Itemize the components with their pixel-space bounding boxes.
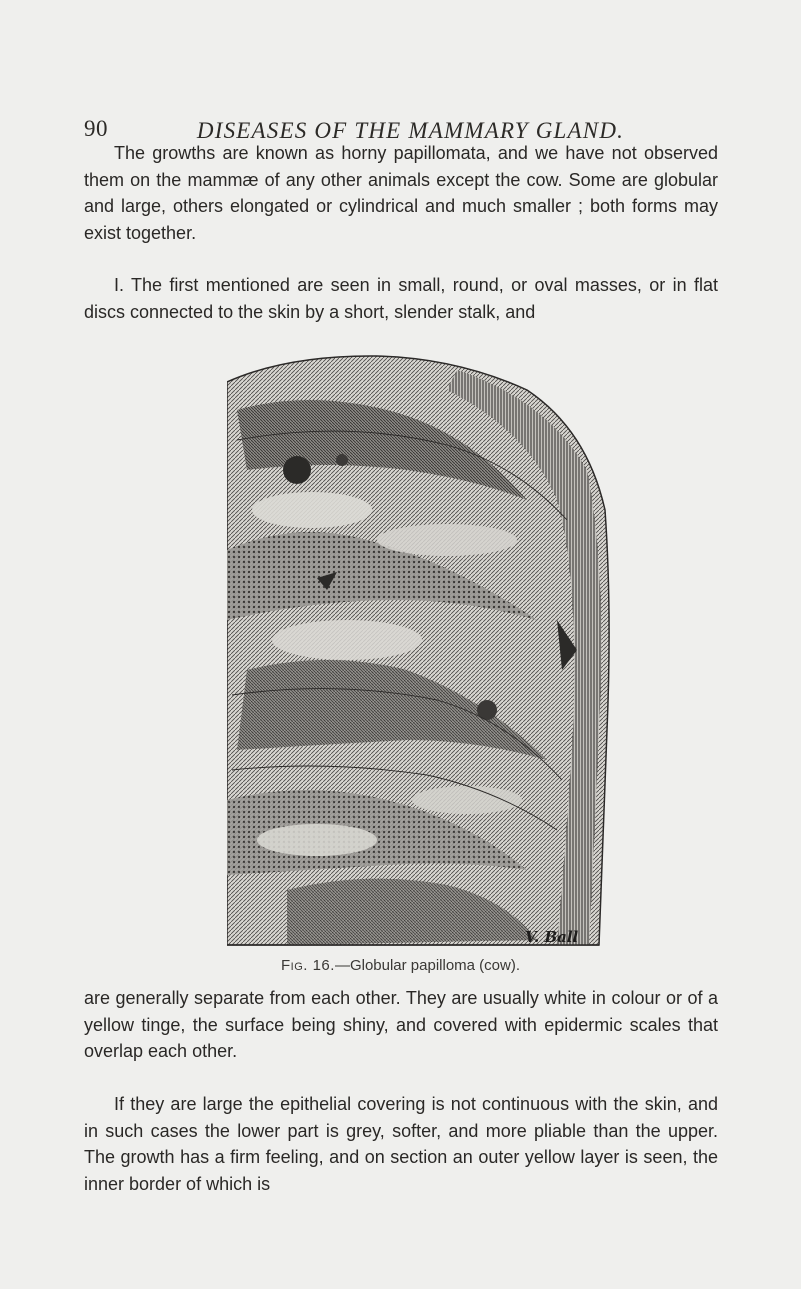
paragraph-large-growths: If they are large the epithelial covering is not continuous with the skin, and in such cases the lower part is grey, softer, and more pliable than the upper. The growth has a firm feeling, and on section an outer yellow layer is seen, the inner border of which is	[84, 1094, 718, 1194]
running-head: DISEASES OF THE MAMMARY GLAND.	[196, 118, 625, 143]
paragraph-intro: The growths are known as horny papillomata, and we have not observed them on the mammæ of any other animals except the cow. Some are globular and large, others elongated or cylindrical and much smaller ; both forms may exist together.	[84, 143, 718, 243]
paragraph-first-form: I. The first mentioned are seen in small, round, or oval masses, or in flat discs connected to the skin by a short, slender stalk, and	[84, 275, 718, 322]
paragraph-continued: are generally separate from each other. They are usually white in colour or of a yellow tinge, the surface being shiny, and covered with epidermic scales that overlap each other.	[84, 988, 718, 1062]
figure-globular-papilloma	[227, 350, 617, 953]
page-number: 90	[84, 116, 108, 141]
engraving-illustration	[227, 350, 617, 953]
engraver-signature: V. Ball	[525, 928, 579, 946]
figure-caption	[0, 957, 801, 974]
figure-label: Fig. 16.	[280, 957, 335, 974]
figure-caption-text: —Globular papilloma (cow).	[334, 957, 521, 974]
